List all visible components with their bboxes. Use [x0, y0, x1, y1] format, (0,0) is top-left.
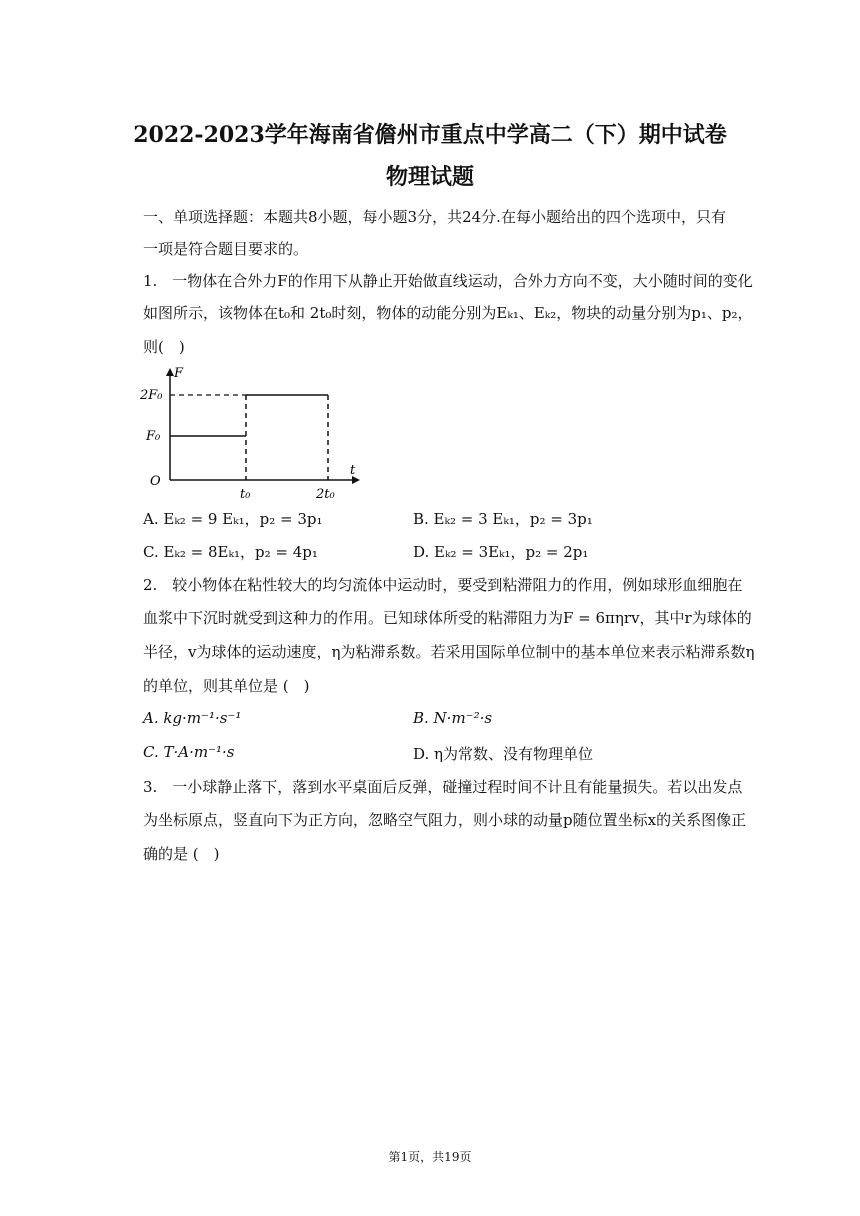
page-footer: 第1页，共19页 [388, 1150, 472, 1164]
q3-line-1: 3. 一小球静止落下，落到水平桌面后反弹，碰撞过程时间不计且有能量损失。若以出发点 [143, 778, 743, 796]
force-time-graph [140, 362, 370, 500]
page-title: 2022-2023学年海南省儋州市重点中学高二（下）期中试卷 [133, 122, 727, 148]
graph-y-label: F [174, 366, 184, 381]
graph-tick-2t0: 2t₀ [316, 487, 335, 500]
q1-line-2: 如图所示，该物体在t₀和 2t₀时刻，物体的动能分别为Eₖ₁、Eₖ₂，物块的动量分别为p₁、p₂， [143, 304, 753, 322]
graph-tick-2f0: 2F₀ [140, 388, 163, 403]
section-intro-line-1: 一、单项选择题：本题共8小题，每小题3分，共24分.在每小题给出的四个选项中，只有 [143, 208, 726, 226]
q1-option-a: A. Eₖ₂ = 9 Eₖ₁，p₂ = 3p₁ [143, 510, 323, 528]
q2-option-a: A. kg·m⁻¹·s⁻¹ [143, 709, 242, 727]
q2-line-4: 的单位，则其单位是 ( ) [143, 677, 310, 695]
q1-line-1: 1. 一物体在合外力F的作用下从静止开始做直线运动，合外力方向不变，大小随时间的变化 [143, 272, 753, 290]
q1-option-c: C. Eₖ₂ = 8Eₖ₁，p₂ = 4p₁ [143, 543, 318, 561]
q2-line-1: 2. 较小物体在粘性较大的均匀流体中运动时，要受到粘滞阻力的作用，例如球形血细胞在 [143, 576, 743, 594]
q2-option-b: B. N·m⁻²·s [413, 709, 493, 727]
q3-line-2: 为坐标原点，竖直向下为正方向，忽略空气阻力，则小球的动量p随位置坐标x的关系图像正 [143, 811, 747, 829]
graph-tick-t0: t₀ [240, 487, 251, 500]
graph-origin-label: O [150, 474, 161, 489]
section-intro-line-2: 一项是符合题目要求的。 [143, 240, 309, 258]
graph-tick-f0: F₀ [146, 429, 161, 444]
page-subtitle: 物理试题 [385, 164, 474, 190]
q1-line-3: 则( ) [143, 338, 185, 356]
q2-option-d: D. η为常数、没有物理单位 [413, 745, 594, 763]
graph-x-label: t [350, 463, 356, 478]
graph-y-arrow [166, 368, 174, 376]
q1-option-b: B. Eₖ₂ = 3 Eₖ₁，p₂ = 3p₁ [413, 510, 593, 528]
q2-line-2: 血浆中下沉时就受到这种力的作用。已知球体所受的粘滞阻力为F = 6πηrv，其中r为球体的 [143, 609, 752, 627]
q3-line-3: 确的是 ( ) [143, 845, 220, 863]
q2-option-c: C. T·A·m⁻¹·s [143, 743, 235, 761]
q1-option-d: D. Eₖ₂ = 3Eₖ₁，p₂ = 2p₁ [413, 543, 589, 561]
q2-line-3: 半径，v为球体的运动速度，η为粘滞系数。若采用国际单位制中的基本单位来表示粘滞系数η [143, 643, 755, 661]
